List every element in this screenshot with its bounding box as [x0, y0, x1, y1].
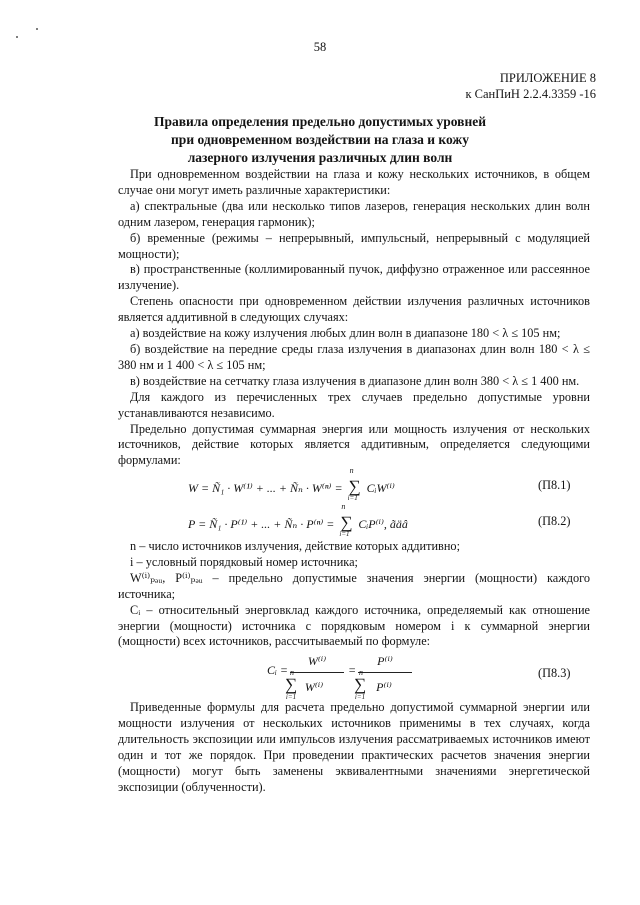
paragraph: Предельно допустимая суммарная энергия или мощность излучения от нескольких источников, действие которых является аддитивным, определяется следующими формулами:	[118, 421, 590, 468]
page-number: 58	[313, 40, 327, 54]
paragraph: При одновременном воздействии на глаза и кожу нескольких источников, в общем случае они могут иметь различные характеристики:	[118, 167, 590, 197]
fraction-bar	[358, 672, 412, 673]
appendix-label: ПРИЛОЖЕНИЕ 8	[499, 71, 596, 85]
scan-speck	[36, 28, 38, 30]
page-title	[80, 113, 560, 167]
legend-item: n – число источников излучения, действие которых аддитивно;	[130, 539, 460, 553]
body-text	[118, 167, 590, 469]
equation-number: (П8.2)	[538, 514, 571, 528]
equals-sign: =	[347, 663, 357, 677]
paragraph: Для каждого из перечисленных трех случаев предельно допустимые уровни устанавливаются независимо.	[118, 389, 590, 420]
sum-lower-limit: i=1	[285, 693, 297, 701]
sum-upper-limit: n	[359, 668, 363, 677]
sum-upper-limit: n	[349, 466, 354, 475]
formula-expression-tail: CᵢP⁽ⁱ⁾, ãäâ	[358, 517, 408, 531]
paragraph: б) временные (режимы – непрерывный, импульсный, непрерывный с модуляцией мощности);	[118, 230, 590, 261]
legend-item: Cᵢ – относительный энерговклад каждого источника, определяемый как отношение энергии (мощности) источника с порядковым номером i к суммарной энергии (мощности) всех источников, рассчитываемый по формуле:	[118, 602, 590, 649]
paragraph: б) воздействие на передние среды глаза излучения в диапазонах длин волн 180 < λ ≤ 380 нм и 1 400 < λ ≤ 105 нм;	[118, 341, 590, 372]
formula-expression: W = Ñ₁ · W⁽¹⁾ + ... + Ñₙ · W⁽ⁿ⁾ =	[188, 481, 346, 495]
fraction-denominator: P⁽ⁱ⁾	[376, 680, 392, 694]
closing-paragraph: Приведенные формулы для расчета предельно допустимой суммарной энергии или мощности излучения от нескольких источников применимы в тех случаях, когда длительность экспозиции или импульсов излучения рассматриваемых источников имеют один и тот же порядок. При проведении практических расчетов значения энергии (мощности) могут быть заменены эквивалентными значениями энергетической экспозиции (облученности).	[118, 700, 590, 794]
sum-symbol: ∑	[353, 675, 367, 694]
formula-expression-tail: CᵢW⁽ⁱ⁾	[366, 481, 395, 495]
title-line: Правила определения предельно допустимых уровней	[153, 114, 486, 129]
legend-item: W⁽ⁱ⁾ₚₔᵤ, P⁽ⁱ⁾ₚₔᵤ – предельно допустимые значения энергии (мощности) каждого источника;	[118, 570, 590, 601]
sum-symbol: n ∑ i=1	[339, 502, 353, 538]
sum-lower-limit: i=1	[347, 494, 358, 502]
appendix-reference: к СанПиН 2.2.4.3359 -16	[465, 87, 596, 101]
sum-lower-limit: i=1	[354, 693, 366, 701]
sum-upper-limit: n	[290, 668, 294, 677]
sum-lower-limit: i=1	[339, 530, 350, 538]
sum-upper-limit: n	[341, 502, 346, 511]
fraction-numerator: P⁽ⁱ⁾	[377, 654, 393, 668]
formula-expression: P = Ñ₁ · P⁽¹⁾ + ... + Ñₙ · P⁽ⁿ⁾ =	[188, 517, 338, 531]
fraction-denominator: W⁽ⁱ⁾	[304, 680, 324, 694]
appendix-header	[465, 70, 596, 102]
paragraph: в) пространственные (коллимированный пучок, диффузно отраженное или рассеянное излучение).	[118, 262, 590, 293]
title-line: при одновременном воздействии на глаза и кожу	[171, 132, 469, 147]
sum-symbol: n ∑ i=1	[347, 466, 361, 502]
title-line: лазерного излучения различных длин волн	[187, 150, 453, 165]
equation-number: (П8.1)	[538, 478, 571, 492]
scan-speck	[16, 36, 18, 38]
legend-item: i – условный порядковый номер источника;	[130, 554, 358, 569]
fraction-bar	[290, 672, 344, 673]
paragraph: Степень опасности при одновременном действии излучения различных источников является аддитивной в следующих случаях:	[118, 294, 590, 325]
sum-symbol: ∑	[284, 675, 298, 694]
formula-p8-2	[188, 502, 408, 538]
paragraph: а) спектральные (два или несколько типов лазеров, генерация нескольких длин волн одним лазером, генерация гармоник);	[118, 198, 590, 229]
paragraph: в) воздействие на сетчатку глаза излучения в диапазоне длин волн 380 < λ ≤ 1 400 нм.	[130, 373, 580, 388]
formula-legend	[118, 539, 590, 650]
formula-lhs: Cᵢ =	[267, 663, 288, 677]
paragraph: а) воздействие на кожу излучения любых длин волн в диапазоне 180 < λ ≤ 105 нм;	[130, 326, 561, 341]
equation-number: (П8.3)	[538, 666, 571, 680]
fraction-numerator: W⁽ⁱ⁾	[307, 654, 327, 668]
formula-p8-1	[188, 466, 395, 502]
